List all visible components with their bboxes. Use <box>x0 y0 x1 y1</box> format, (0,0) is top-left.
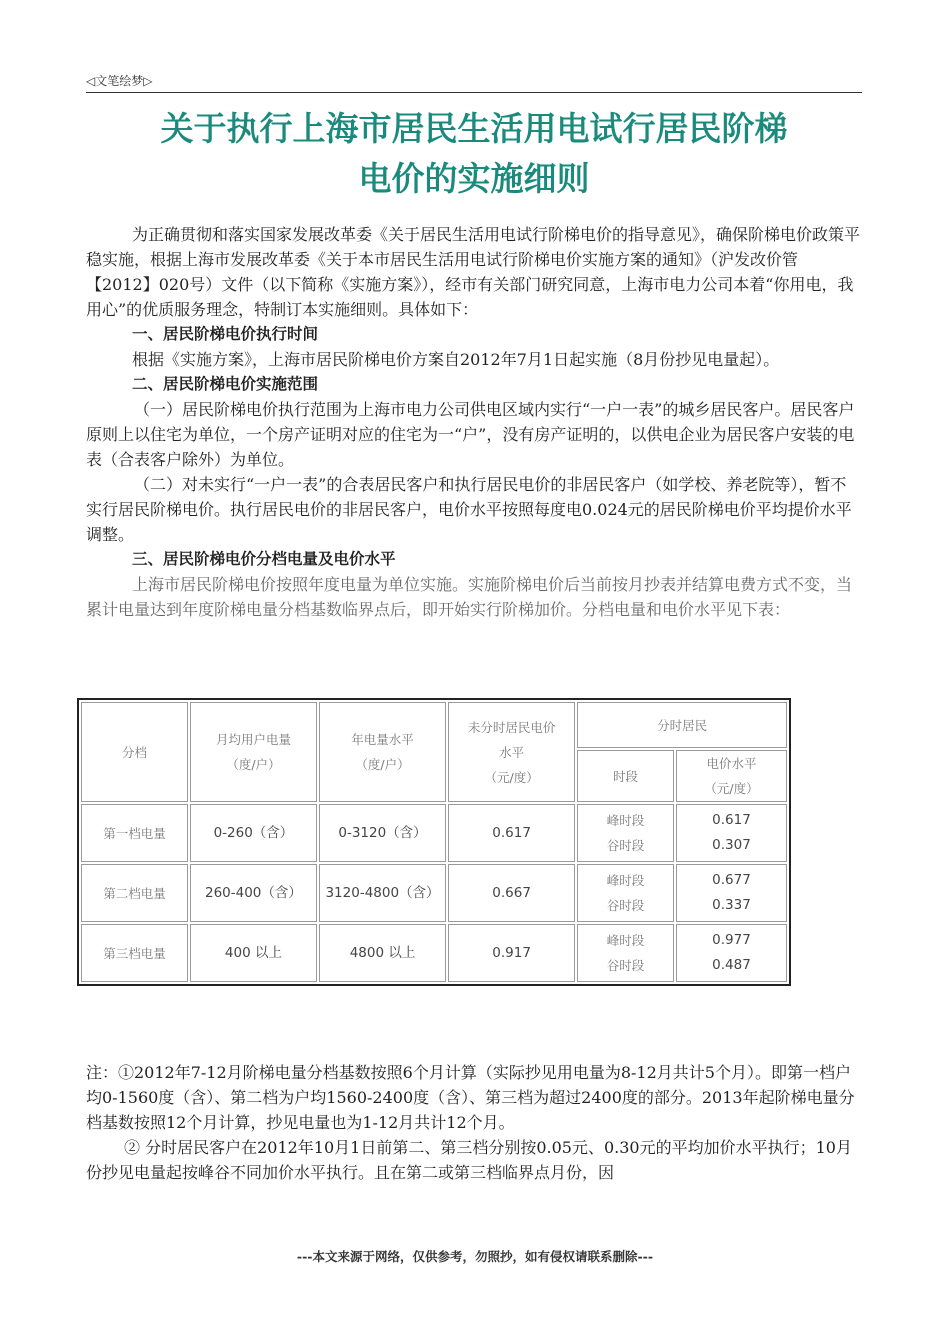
tier-price-table <box>77 698 791 986</box>
note-2: ② 分时居民客户在2012年10月1日前第二、第三档分别按0.05元、0.30元的平均加价水平执行；10月份抄见电量起按峰谷不同加价水平执行。且在第二或第三档临界点月份，因 <box>86 1138 852 1182</box>
table-row: 第二档电量 260-400（含） 3120-4800（含） 0.667 峰时段 谷时段 0.677 0.337 <box>81 864 787 922</box>
page-title <box>86 104 862 204</box>
notes-section <box>86 1060 862 1185</box>
title-line-1: 关于执行上海市居民生活用电试行居民阶梯 <box>160 109 788 148</box>
header-tier: 分档 <box>81 702 188 802</box>
section-3-paragraph: 上海市居民阶梯电价按照年度电量为单位实施。实施阶梯电价后当前按月抄表并结算电费方式不变，当累计电量达到年度阶梯电量分档基数临界点后，即开始实行阶梯加价。分档电量和电价水平见下表： <box>86 575 853 619</box>
header-annual: 年电量水平 （度/户） <box>319 702 446 802</box>
section-2-paragraph-1: （一）居民阶梯电价执行范围为上海市电力公司供电区域内实行“一户一表”的城乡居民客户。居民客户原则上以住宅为单位，一个房产证明对应的住宅为一“户”，没有房产证明的，以供电企业为居民客户安装的电表（合表客户除外）为单位。 <box>86 400 855 469</box>
header-tou: 分时居民 <box>577 702 787 748</box>
header-tou-price: 电价水平 （元/度） <box>676 750 787 802</box>
section-3-heading: 三、居民阶梯电价分档电量及电价水平 <box>132 550 396 568</box>
header-monthly: 月均用户电量 （度/户） <box>190 702 317 802</box>
doc-header: ◁文笔绘梦▷ <box>86 72 862 93</box>
section-2-heading: 二、居民阶梯电价实施范围 <box>132 375 319 393</box>
table-row: 第一档电量 0-260（含） 0-3120（含） 0.617 峰时段 谷时段 0.617 0.307 <box>81 804 787 862</box>
title-line-2: 电价的实施细则 <box>358 159 590 198</box>
section-2-paragraph-2: （二）对未实行“一户一表”的合表居民客户和执行居民电价的非居民客户（如学校、养老院等），暂不实行居民阶梯电价。执行居民电价的非居民客户，电价水平按照每度电0.024元的居民阶梯电价平均提价水平调整。 <box>86 475 852 544</box>
header-period: 时段 <box>577 750 674 802</box>
header-flat-price: 未分时居民电价 水平 （元/度） <box>448 702 575 802</box>
document-body <box>86 222 862 622</box>
footer-disclaimer: ---本文来源于网络，仅供参考，勿照抄，如有侵权请联系删除--- <box>296 1249 654 1264</box>
table-row: 第三档电量 400 以上 4800 以上 0.917 峰时段 谷时段 0.977 0.487 <box>81 924 787 982</box>
section-1-paragraph: 根据《实施方案》，上海市居民阶梯电价方案自2012年7月1日起实施（8月份抄见电量起）。 <box>132 350 780 369</box>
section-1-heading: 一、居民阶梯电价执行时间 <box>132 325 319 343</box>
intro-paragraph: 为正确贯彻和落实国家发展改革委《关于居民生活用电试行阶梯电价的指导意见》，确保阶梯电价政策平稳实施，根据上海市发展改革委《关于本市居民生活用电试行阶梯电价实施方案的通知》（沪发改价管【2012】020号）文件（以下简称《实施方案》），经市有关部门研究同意，上海市电力公司本着“你用电，我用心”的优质服务理念，特制订本实施细则。具体如下： <box>86 225 861 319</box>
note-1: 注：①2012年7-12月阶梯电量分档基数按照6个月计算（实际抄见用电量为8-12月共计5个月）。即第一档户均0-1560度（含）、第二档为户均1560-2400度（含）、第三档为超过2400度的部分。2013年起阶梯电量分档基数按照12个月计算，抄见电量也为1-12月共计12个月。 <box>86 1063 855 1132</box>
